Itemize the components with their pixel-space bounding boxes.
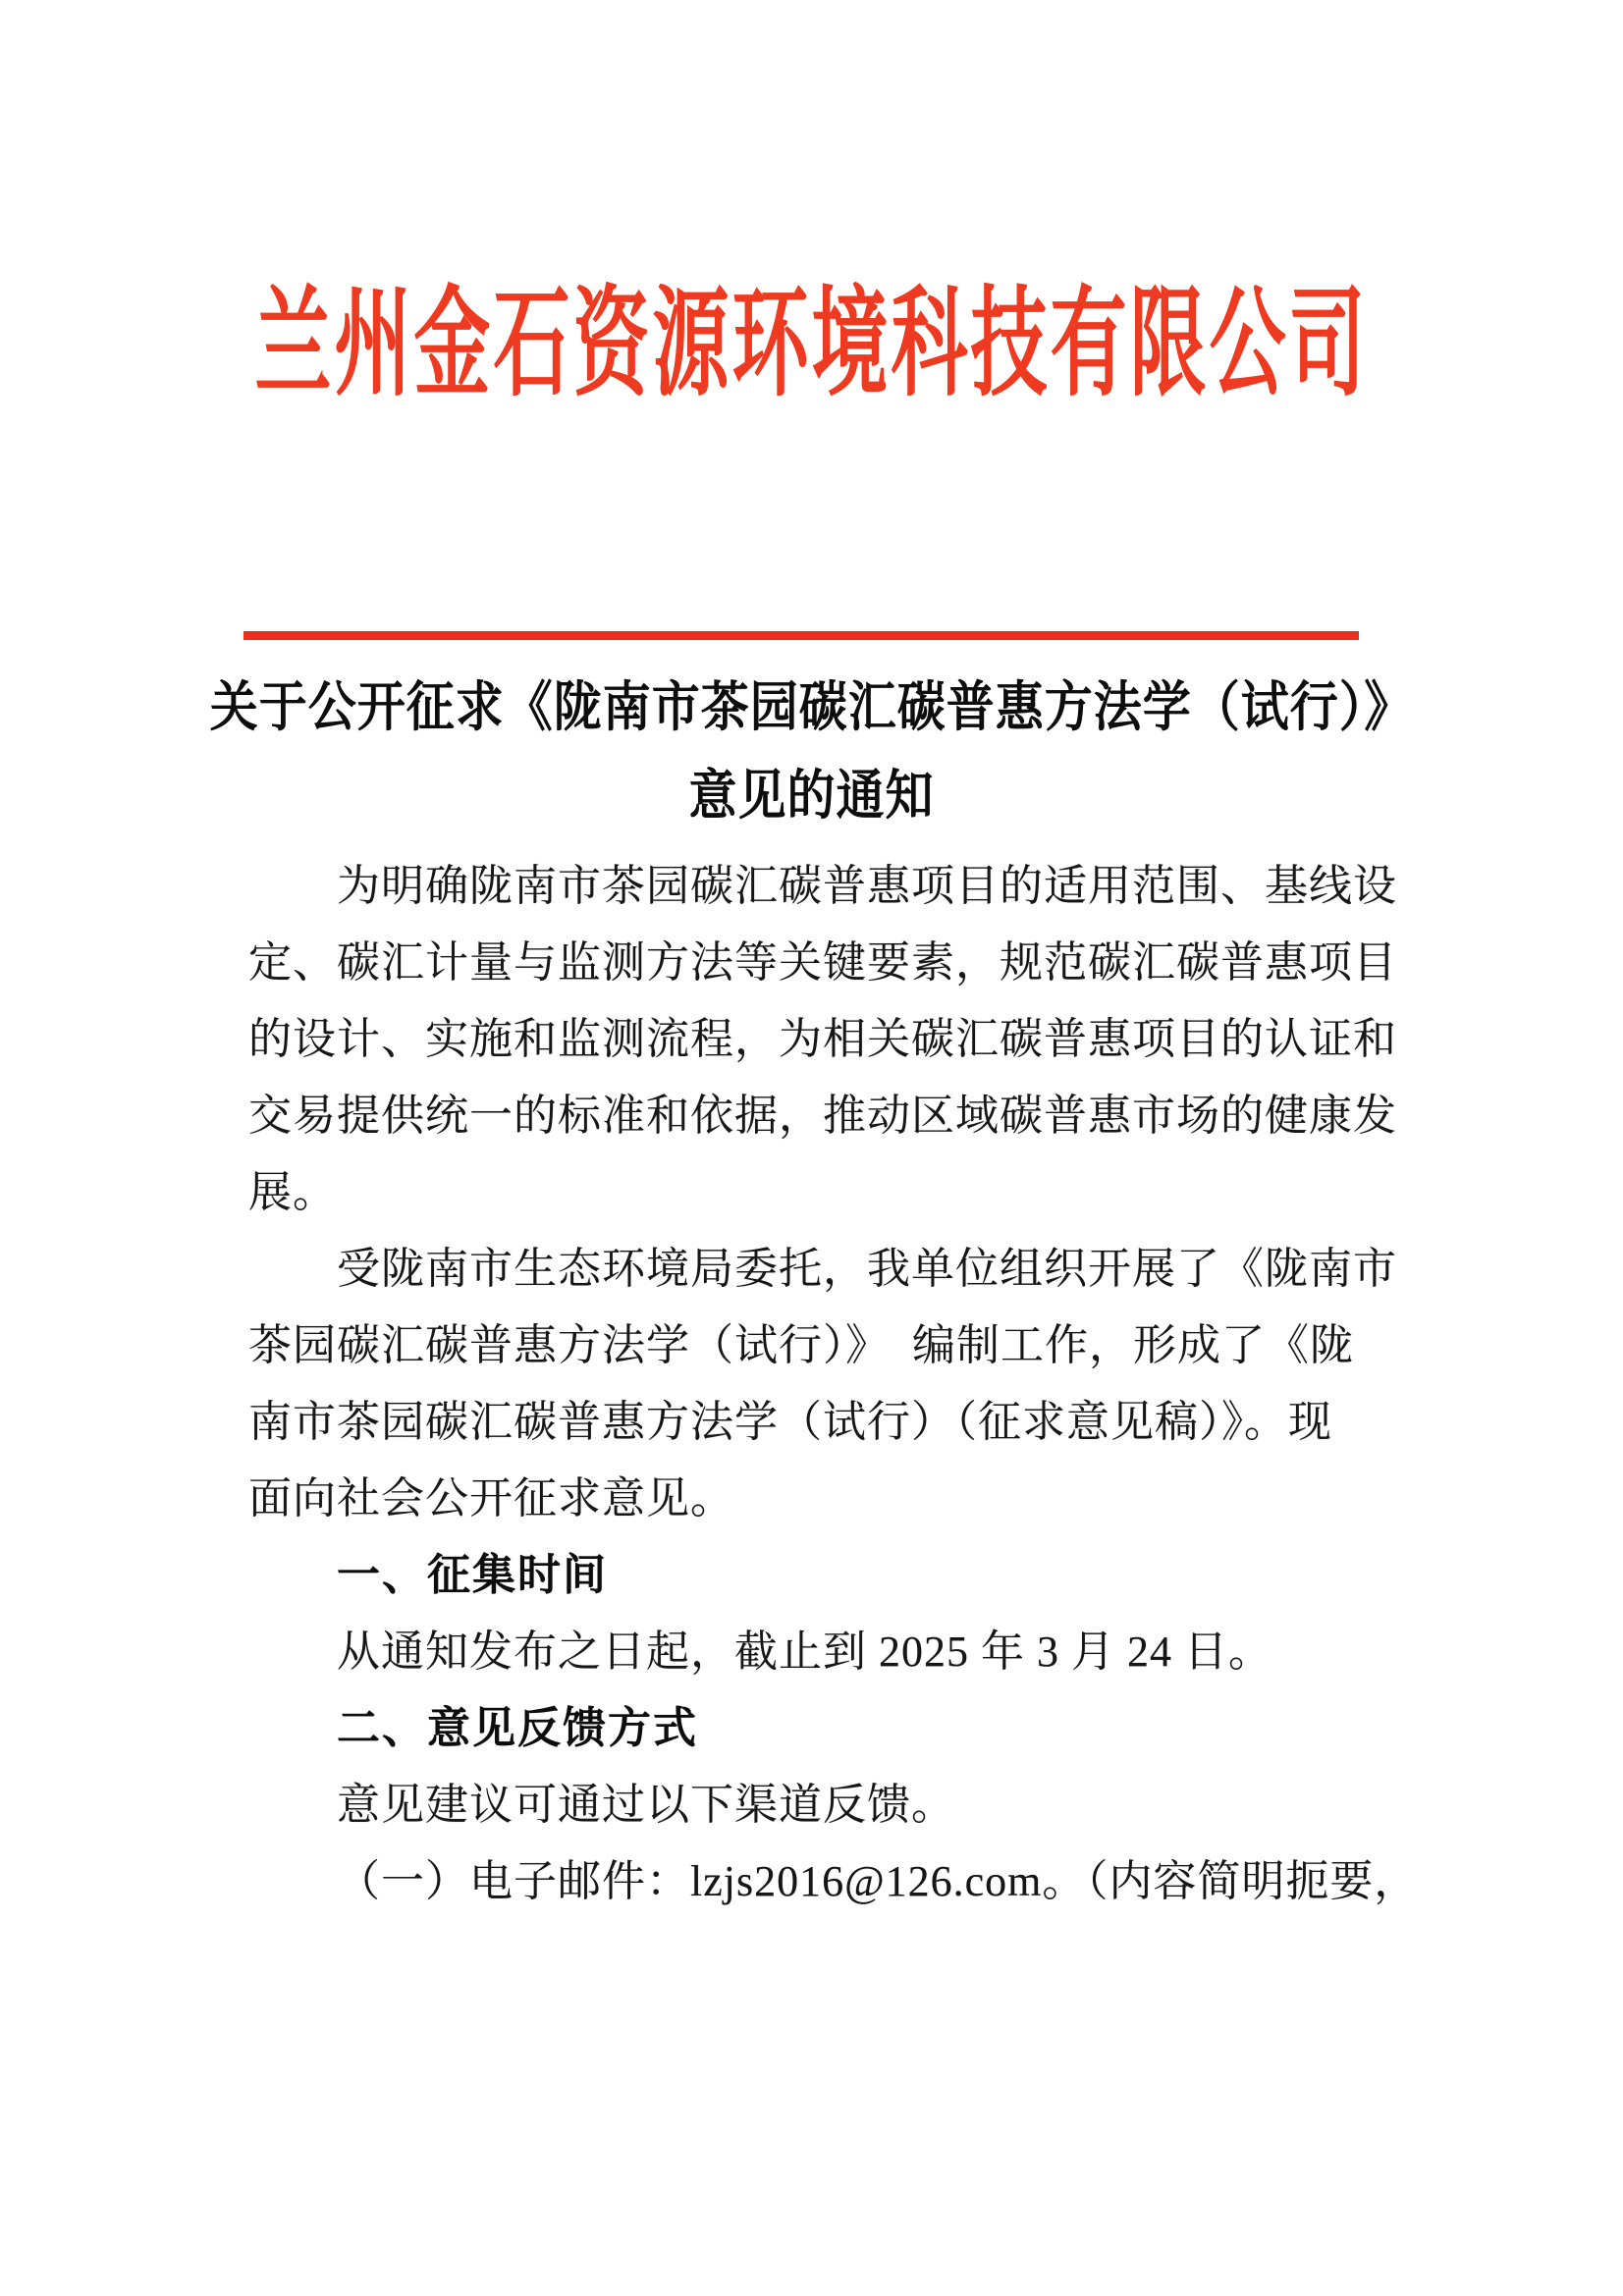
notice-body: [248, 848, 1419, 1920]
section-heading-collection-time: 一、征集时间: [337, 1551, 608, 1599]
collection-deadline-line: 从通知发布之日起，截止到 2025 年 3 月 24 日。: [337, 1628, 1272, 1676]
body-line-4: 交易提供统一的标准和依据，推动区域碳普惠市场的健康发: [248, 1092, 1397, 1140]
body-line-1: 为明确陇南市茶园碳汇碳普惠项目的适用范围、基线设: [337, 862, 1397, 910]
body-line-6: 受陇南市生态环境局委托，我单位组织开展了《陇南市: [337, 1245, 1397, 1293]
section-heading-feedback-method: 二、意见反馈方式: [337, 1704, 698, 1752]
feedback-intro-line: 意见建议可通过以下渠道反馈。: [337, 1781, 955, 1829]
body-line-9: 面向社会公开征求意见。: [248, 1474, 734, 1522]
email-line: （一）电子邮件：lzjs2016@126.com。（内容简明扼要，: [337, 1857, 1419, 1905]
company-letterhead: 兰州金石资源环境科技有限公司: [254, 277, 1369, 410]
body-line-2: 定、碳汇计量与监测方法等关键要素，规范碳汇碳普惠项目: [248, 938, 1397, 987]
notice-title-line-1: 关于公开征求《陇南市茶园碳汇碳普惠方法学（试行）》: [209, 676, 1414, 738]
body-line-5: 展。: [248, 1168, 337, 1216]
letterhead-divider-rule: [243, 631, 1359, 640]
body-line-8: 南市茶园碳汇碳普惠方法学（试行）（征求意见稿）》。现: [248, 1398, 1332, 1446]
body-line-7: 茶园碳汇碳普惠方法学（试行）》 编制工作，形成了《陇: [248, 1321, 1354, 1369]
body-line-3: 的设计、实施和监测流程，为相关碳汇碳普惠项目的认证和: [248, 1015, 1397, 1063]
notice-title-line-2: 意见的通知: [688, 765, 935, 827]
